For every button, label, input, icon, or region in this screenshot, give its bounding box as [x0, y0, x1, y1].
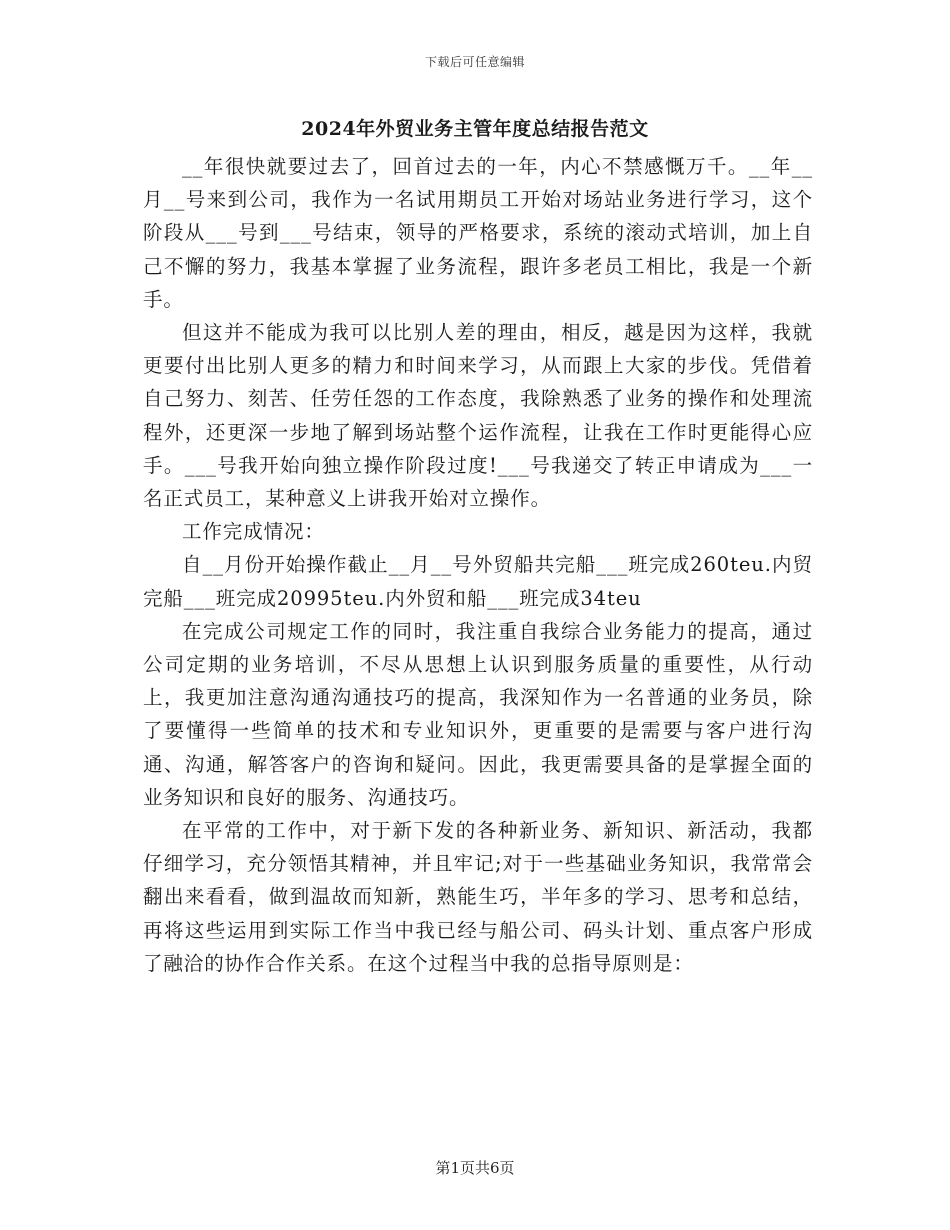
page-number: 第1页共6页: [435, 1159, 515, 1177]
document-body: [143, 150, 813, 980]
document-title: 2024年外贸业务主管年度总结报告范文: [301, 118, 649, 140]
header-note: 下载后可任意编辑: [424, 55, 525, 69]
paragraph-6: 在平常的工作中，对于新下发的各种新业务、新知识、新活动，我都仔细学习，充分领悟其精神，并且牢记;对于一些基础业务知识，我常常会翻出来看看，做到温故而知新，熟能生巧，半年多的学习、思考和总结，再将这些运用到实际工作当中我已经与船公司、码头计划、重点客户形成了融洽的协作合作关系。在这个过程当中我的总指导原则是：: [143, 819, 813, 975]
paragraph-2: 但这并不能成为我可以比别人差的理由，相反，越是因为这样，我就更要付出比别人更多的精力和时间来学习，从而跟上大家的步伐。凭借着自己努力、刻苦、任劳任怨的工作态度，我除熟悉了业务的操作和处理流程外，还更深一步地了解到场站整个运作流程，让我在工作时更能得心应手。___号我开始向独立操作阶段过度!___号我递交了转正申请成为___一名正式员工，某种意义上讲我开始对立操作。: [143, 321, 813, 511]
paragraph-5: 在完成公司规定工作的同时，我注重自我综合业务能力的提高，通过公司定期的业务培训，不尽从思想上认识到服务质量的重要性，从行动上，我更加注意沟通沟通技巧的提高，我深知作为一名普通的业务员，除了要懂得一些简单的技术和专业知识外，更重要的是需要与客户进行沟通、沟通，解答客户的咨询和疑问。因此，我更需要具备的是掌握全面的业务知识和良好的服务、沟通技巧。: [143, 619, 813, 809]
paragraph-3: 工作完成情况：: [182, 520, 325, 544]
paragraph-1: __年很快就要过去了，回首过去的一年，内心不禁感慨万千。__年__月__号来到公司，我作为一名试用期员工开始对场站业务进行学习，这个阶段从___号到___号结束，领导的严格要求，系统的滚动式培训，加上自己不懈的努力，我基本掌握了业务流程，跟许多老员工相比，我是一个新手。: [143, 155, 813, 311]
paragraph-4: 自__月份开始操作截止__月__号外贸船共完船___班完成260teu.内贸完船___班完成20995teu.内外贸和船___班完成34teu: [143, 553, 813, 610]
